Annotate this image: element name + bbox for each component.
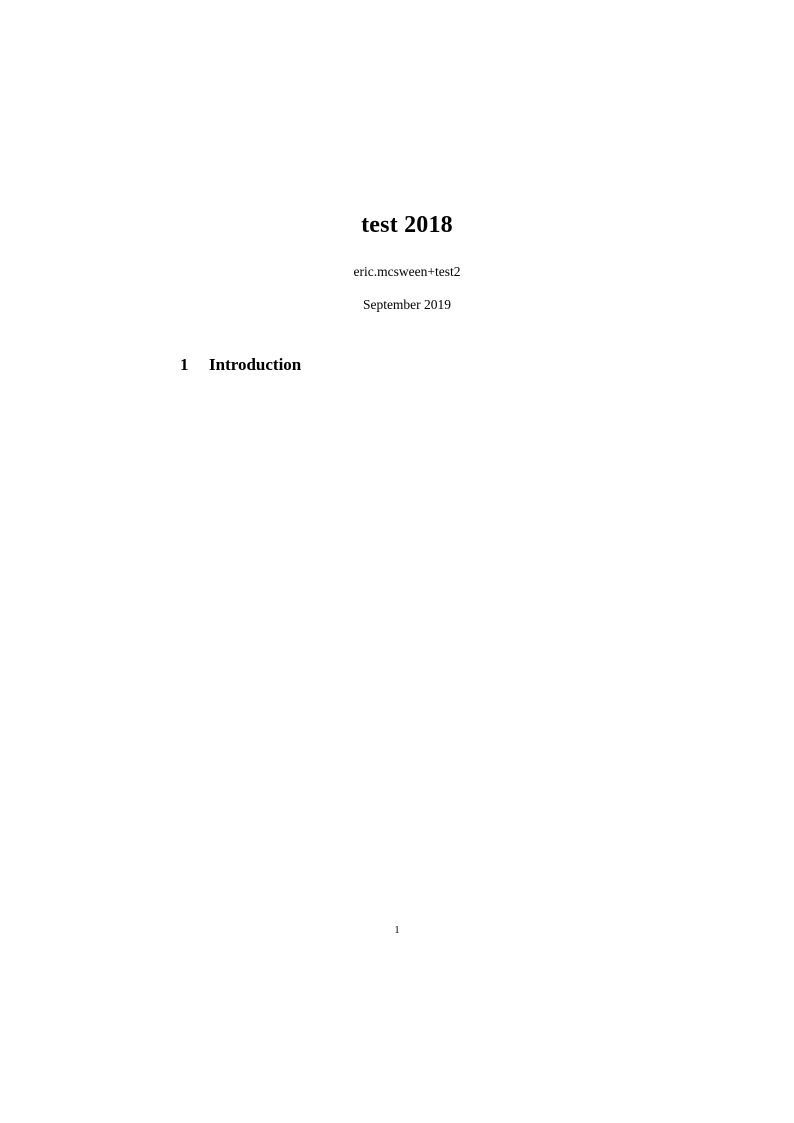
page-title: test 2018 — [361, 212, 453, 238]
page-number: 1 — [394, 925, 400, 936]
section-title: Introduction — [209, 355, 302, 375]
section-number: 1 — [180, 355, 189, 375]
document-author: eric.mcsween+test2 — [353, 264, 461, 280]
document-date: September 2019 — [362, 297, 452, 313]
document-content — [170, 0, 644, 388]
section-heading — [180, 355, 644, 375]
